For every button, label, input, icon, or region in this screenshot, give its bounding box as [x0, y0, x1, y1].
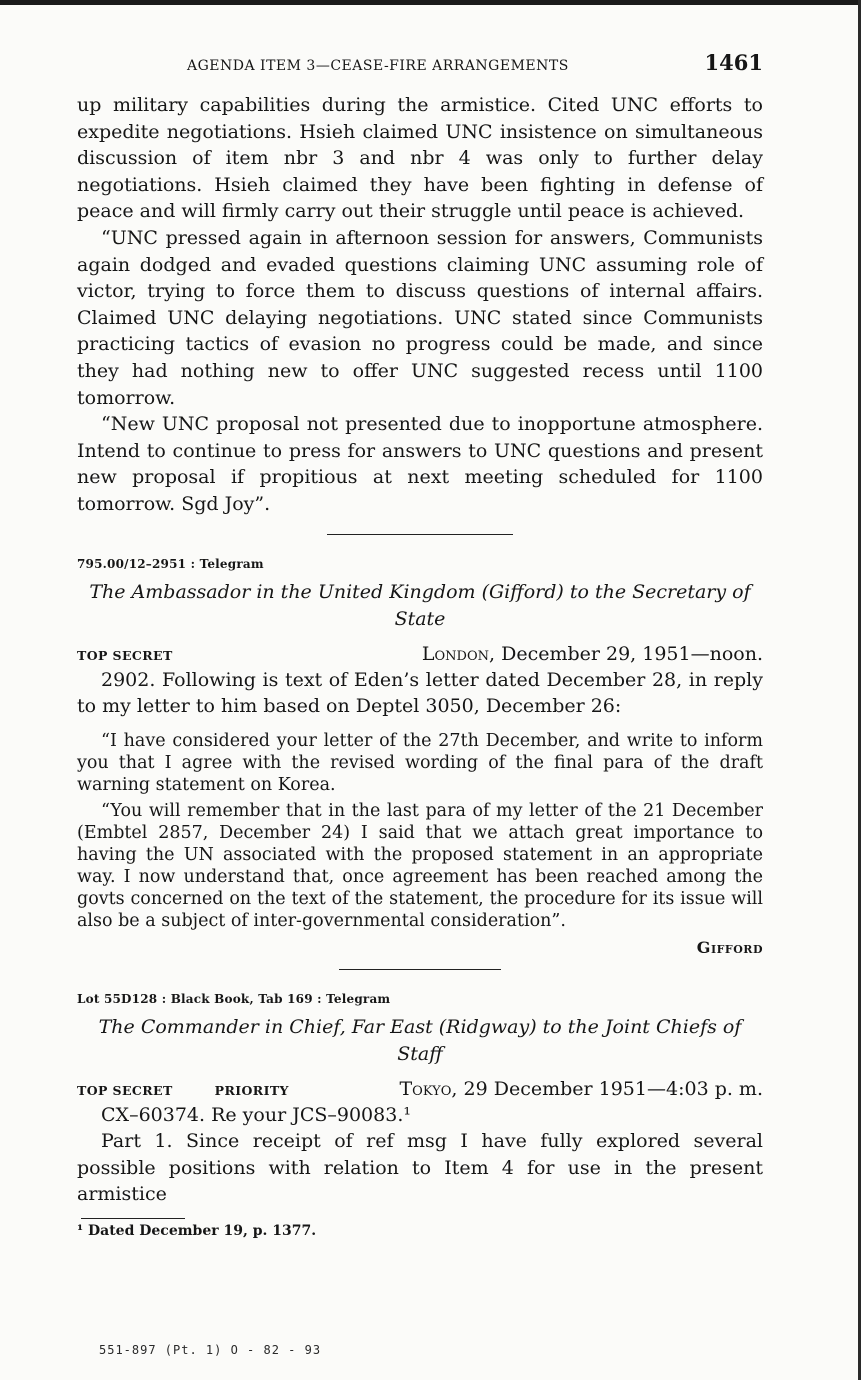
paragraph-continuation: up military capabilities during the armistice. Cited UNC efforts to expedite negotiations. Hsieh claimed UNC insistence on simultaneous discussion of item nbr 3 and nbr 4 was only to further delay negotiations. Hsieh claimed they have been fighting in defense of peace and will firmly carry out their struggle until peace is achieved.	[77, 94, 763, 223]
footnote: ¹ Dated December 19, p. 1377.	[77, 1223, 317, 1240]
document-reference: Lot 55D128 : Black Book, Tab 169 : Telegram	[77, 991, 391, 1006]
paragraph-new-proposal: “New UNC proposal not presented due to inopportune atmosphere. Intend to continue to press for answers to UNC questions and present new proposal if propitious at next meeting scheduled for 1100 tomorrow. Sgd Joy”.	[77, 413, 763, 515]
quoted-paragraph-2: “You will remember that in the last para of my letter of the 21 December (Embtel 2857, December 24) I said that we attach great importance to having the UN associated with the proposed statement in an appropriate way. I now understand that, once agreement has been reached among the govts concerned on the text of the statement, the procedure for its issue will also be a subject of inter-governmental consideration”.	[77, 800, 763, 931]
dateline	[422, 643, 763, 665]
priority: PRIORITY	[214, 1082, 289, 1098]
running-head-title: AGENDA ITEM 3—CEASE-FIRE ARRANGEMENTS	[187, 58, 569, 74]
dateline-place: London,	[421, 642, 496, 665]
telegram-paragraph: 2902. Following is text of Eden’s letter dated December 28, in reply to my letter to him based on Deptel 3050, December 26:	[77, 668, 763, 718]
document-page	[77, 50, 763, 1239]
quoted-paragraph-1: “I have considered your letter of the 27th December, and write to inform you that I agree with the revised wording of the final para of the draft warning statement on Korea.	[77, 730, 763, 795]
running-head	[77, 50, 763, 82]
dateline-date: 29 December 1951—4:03 p. m.	[457, 1077, 763, 1100]
classification: TOP SECRET	[77, 1082, 173, 1098]
print-code: 551-897 (Pt. 1) O - 82 - 93	[99, 1343, 322, 1357]
classification: TOP SECRET	[77, 647, 173, 663]
dateline	[399, 1078, 763, 1100]
signature: Gifford	[696, 937, 763, 957]
classification-line	[77, 1078, 763, 1100]
message-part-1: Part 1. Since receipt of ref msg I have fully explored several possible positions with relation to Item 4 for use in the present armistice	[77, 1130, 763, 1206]
footnote-rule	[81, 1218, 185, 1219]
document-title: The Commander in Chief, Far East (Ridgway) to the Joint Chiefs of Staff	[98, 1015, 742, 1065]
dateline-place: Tokyo,	[399, 1077, 458, 1100]
document-title: The Ambassador in the United Kingdom (Gifford) to the Secretary of State	[89, 580, 751, 630]
paragraph-afternoon-session: “UNC pressed again in afternoon session for answers, Communists again dodged and evaded questions claiming UNC assuming role of victor, trying to force them to discuss questions of internal affairs. Claimed UNC delaying negotiations. UNC stated since Communists practicing tactics of evasion no progress could be made, and since they had nothing new to offer UNC suggested recess until 1100 tomorrow.	[77, 226, 763, 409]
message-reference: CX–60374. Re your JCS–90083.¹	[101, 1103, 411, 1126]
dateline-date: December 29, 1951—noon.	[495, 642, 763, 665]
page-top-edge	[0, 0, 861, 5]
classification-line	[77, 643, 763, 665]
page-number: 1461	[704, 50, 763, 75]
document-reference: 795.00/12–2951 : Telegram	[77, 556, 264, 571]
